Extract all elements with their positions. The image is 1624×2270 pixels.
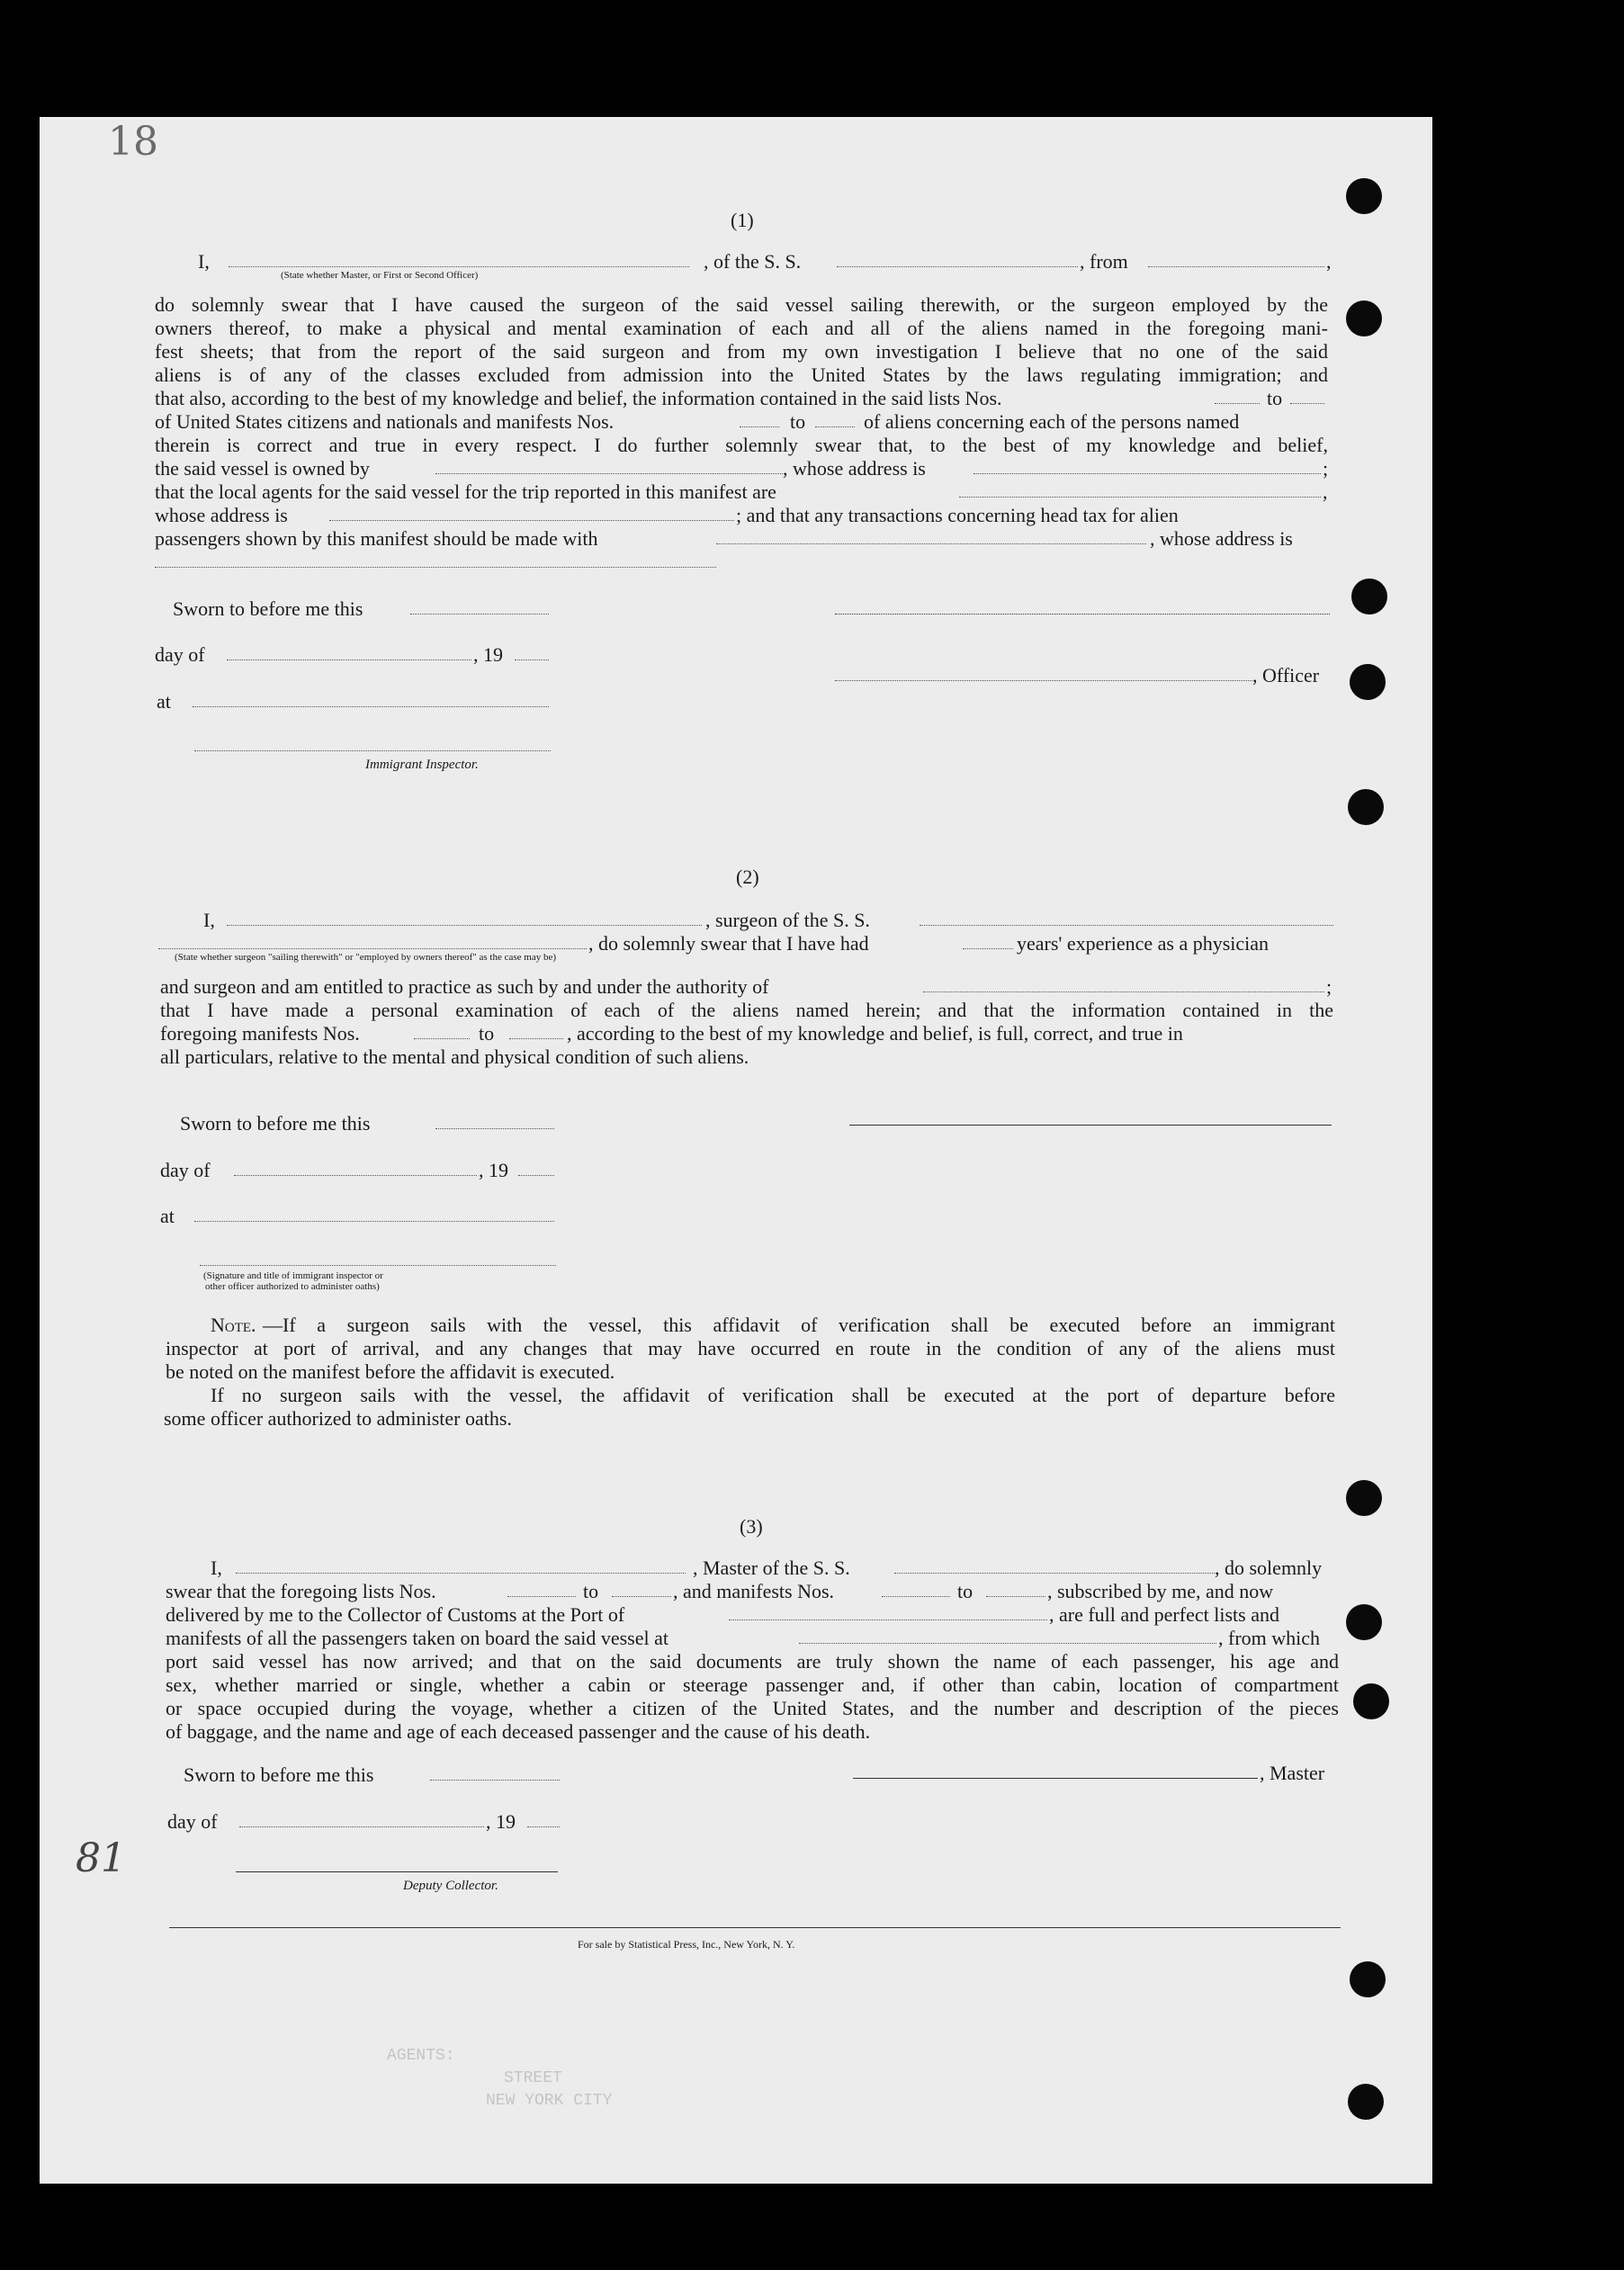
blank-vessel-name-2[interactable] xyxy=(920,925,1333,926)
footer-rule xyxy=(169,1927,1341,1928)
label-year: , 19 xyxy=(479,1159,508,1181)
section-1-heading: (1) xyxy=(731,209,754,231)
label-owned-by: the said vessel is owned by xyxy=(155,457,370,480)
punch-hole xyxy=(1346,178,1382,214)
inspector-signature-line[interactable] xyxy=(194,750,551,751)
note-label: Note. xyxy=(211,1314,256,1336)
label-whose-address: , whose address is xyxy=(783,457,926,480)
label-year: , 19 xyxy=(486,1810,516,1833)
signature-note: (Signature and title of immigrant inspector or xyxy=(203,1270,383,1281)
blank-agents-address[interactable] xyxy=(329,520,734,521)
blank-lists-to[interactable] xyxy=(612,1596,671,1597)
oath-text-line: aliens is of any of the classes excluded from admission into the United States by the laws regulating immigration; and xyxy=(155,363,1328,386)
comma: , xyxy=(1326,250,1332,273)
label-authority: and surgeon and am entitled to practice as such by and under the authority of xyxy=(160,975,769,998)
blank-surgeon-capacity[interactable] xyxy=(158,948,587,949)
label-from: , from xyxy=(1080,250,1128,273)
label-day-of: day of xyxy=(155,643,205,666)
blank-year[interactable] xyxy=(518,1175,554,1176)
label-subscribed: , subscribed by me, and now xyxy=(1047,1580,1274,1602)
label-whose-address-is: whose address is xyxy=(155,504,288,526)
blank-manifests-to[interactable] xyxy=(815,426,855,427)
label-manifests-nos: foregoing manifests Nos. xyxy=(160,1022,360,1045)
oath-text-line: or space occupied during the voyage, whether a citizen of the United States, and the number and description of the pieces xyxy=(166,1697,1339,1719)
deputy-signature-line[interactable] xyxy=(236,1871,558,1872)
label-solemnly: , do solemnly xyxy=(1215,1557,1323,1579)
blank-authority[interactable] xyxy=(923,991,1324,992)
handwritten-margin-number: 81 xyxy=(76,1835,126,1881)
label-of-ss: , of the S. S. xyxy=(704,250,802,273)
oath-text-line: that also, according to the best of my knowledge and belief, the information contained in the said lists Nos. xyxy=(155,387,1002,409)
label-i: I, xyxy=(198,250,210,273)
oath-text-line: therein is correct and true in every respect. I do further solemnly swear that, to the best of my knowledge and belief, xyxy=(155,434,1328,456)
label-master: , Master xyxy=(1260,1762,1325,1784)
signature-note: other officer authorized to administer oaths) xyxy=(205,1281,380,1292)
label-manifests-of: manifests of all the passengers taken on board the said vessel at xyxy=(166,1627,669,1649)
punch-hole xyxy=(1350,1961,1386,1997)
label-sworn: Sworn to before me this xyxy=(173,597,363,620)
note-text-line: —If a surgeon sails with the vessel, this affidavit of verification shall be executed before an immigrant xyxy=(263,1314,1335,1336)
blank-master-name[interactable] xyxy=(236,1573,686,1574)
label-surgeon-of: , surgeon of the S. S. xyxy=(705,909,870,931)
bleed-through-text: STREET xyxy=(504,2069,562,2087)
blank-manifest-from[interactable] xyxy=(414,1038,470,1039)
handwritten-page-number: 18 xyxy=(108,119,158,165)
label-year: , 19 xyxy=(473,643,503,666)
blank-head-tax-address[interactable] xyxy=(155,567,716,568)
note-text-line: be noted on the manifest before the affidavit is executed. xyxy=(166,1360,615,1383)
label-to: to xyxy=(479,1022,495,1045)
punch-hole xyxy=(1346,301,1382,336)
label-i: I, xyxy=(203,909,215,931)
oath-text-line: sex, whether married or single, whether a cabin or steerage passenger and, if other than cabin, location of compartment xyxy=(166,1673,1339,1696)
bleed-through-text: AGENTS: xyxy=(387,2047,455,2065)
blank-surgeon-name[interactable] xyxy=(227,925,702,926)
officer-signature-line[interactable] xyxy=(835,614,1330,615)
blank-manifests-from[interactable] xyxy=(740,426,779,427)
blank-day-of[interactable] xyxy=(227,659,471,660)
punch-hole xyxy=(1348,789,1384,825)
punch-hole xyxy=(1353,1683,1389,1719)
punch-hole xyxy=(1351,579,1387,615)
punch-hole xyxy=(1348,2084,1384,2120)
label-full-perfect: , are full and perfect lists and xyxy=(1049,1603,1279,1626)
blank-year[interactable] xyxy=(515,659,549,660)
label-delivered: delivered by me to the Collector of Customs at the Port of xyxy=(166,1603,625,1626)
label-day-of: day of xyxy=(167,1810,218,1833)
blank-years[interactable] xyxy=(963,948,1013,949)
blank-sworn-date[interactable] xyxy=(435,1128,554,1129)
label-and-manifests: , and manifests Nos. xyxy=(673,1580,835,1602)
blank-manifests-from[interactable] xyxy=(882,1596,950,1597)
punch-hole xyxy=(1346,1480,1382,1516)
blank-vessel-name[interactable] xyxy=(837,266,1078,267)
semicolon: ; xyxy=(1323,457,1329,480)
semicolon: ; xyxy=(1326,975,1332,998)
oath-text-line: owners thereof, to make a physical and mental examination of each and all of the aliens named in the foregoing mani- xyxy=(155,317,1328,339)
blank-manifest-to[interactable] xyxy=(509,1038,563,1039)
state-officer-note: (State whether Master, or First or Second Officer) xyxy=(281,270,479,281)
label-to: to xyxy=(790,410,806,433)
label-to: to xyxy=(583,1580,599,1602)
officer-title-line[interactable] xyxy=(835,680,1252,681)
oath-text-line: of aliens concerning each of the persons named xyxy=(864,410,1240,433)
note-text-line: inspector at port of arrival, and any changes that may have occurred en route in the condition of any of the aliens must xyxy=(166,1337,1335,1359)
blank-owner-address[interactable] xyxy=(974,473,1321,474)
label-whose-address-end: , whose address is xyxy=(1150,527,1293,550)
blank-lists-from[interactable] xyxy=(507,1596,576,1597)
oath-text-line: , do solemnly swear that I have had xyxy=(588,932,869,955)
deputy-collector-label: Deputy Collector. xyxy=(403,1879,498,1893)
note-text-line: If no surgeon sails with the vessel, the affidavit of verification shall be executed at the port of departure before xyxy=(211,1384,1335,1406)
label-to: to xyxy=(957,1580,974,1602)
label-from-which: , from which xyxy=(1218,1627,1321,1649)
note-text-line: some officer authorized to administer oaths. xyxy=(164,1407,512,1430)
blank-sworn-date[interactable] xyxy=(410,614,549,615)
blank-day-of[interactable] xyxy=(234,1175,477,1176)
oath-text-line: all particulars, relative to the mental and physical condition of such aliens. xyxy=(160,1045,749,1068)
label-at: at xyxy=(157,690,171,713)
oath-text-line: fest sheets; that from the report of the said surgeon and from my own investigation I believe that no one of the said xyxy=(155,340,1328,363)
oath-text-line: , according to the best of my knowledge and belief, is full, correct, and true in xyxy=(567,1022,1183,1045)
inspector-label: Immigrant Inspector. xyxy=(365,758,479,772)
blank-owner[interactable] xyxy=(435,473,783,474)
label-swear-lists: swear that the foregoing lists Nos. xyxy=(166,1580,436,1602)
blank-head-tax-party[interactable] xyxy=(716,543,1146,544)
punch-hole xyxy=(1346,1604,1382,1640)
label-years: years' experience as a physician xyxy=(1017,932,1270,955)
blank-lists-from[interactable] xyxy=(1215,403,1260,404)
blank-vessel-name-3[interactable] xyxy=(894,1573,1215,1574)
blank-year[interactable] xyxy=(527,1826,560,1827)
blank-local-agents[interactable] xyxy=(959,497,1321,498)
section-3-heading: (3) xyxy=(740,1515,763,1538)
blank-at-place[interactable] xyxy=(194,1221,554,1222)
oath-text-line: that I have made a personal examination of each of the aliens named herein; and that the information contained in the xyxy=(160,999,1333,1021)
label-passengers: passengers shown by this manifest should be made with xyxy=(155,527,598,550)
label-to: to xyxy=(1267,387,1283,409)
inspector-signature-line[interactable] xyxy=(200,1265,556,1266)
oath-text-line: of United States citizens and nationals and manifests Nos. xyxy=(155,410,615,433)
blank-day-of[interactable] xyxy=(239,1826,484,1827)
blank-manifests-to[interactable] xyxy=(986,1596,1045,1597)
label-master-of: , Master of the S. S. xyxy=(693,1557,850,1579)
label-sworn: Sworn to before me this xyxy=(184,1763,374,1786)
oath-text-line: do solemnly swear that I have caused the surgeon of the said vessel sailing therewith, or the surgeon employed by the xyxy=(155,293,1328,316)
label-local-agents: that the local agents for the said vessel for the trip reported in this manifest are xyxy=(155,480,776,503)
surgeon-capacity-note: (State whether surgeon "sailing therewith" or "employed by owners thereof" as the case may be) xyxy=(175,952,557,963)
comma: , xyxy=(1323,480,1328,503)
surgeon-signature-line[interactable] xyxy=(849,1125,1332,1126)
blank-officer-name[interactable] xyxy=(229,266,689,267)
blank-sworn-date[interactable] xyxy=(430,1780,560,1781)
punch-hole xyxy=(1350,664,1386,700)
blank-lists-to[interactable] xyxy=(1290,403,1324,404)
blank-from-port[interactable] xyxy=(1148,266,1324,267)
label-officer: , Officer xyxy=(1252,664,1320,686)
label-day-of: day of xyxy=(160,1159,211,1181)
oath-text-line: of baggage, and the name and age of each deceased passenger and the cause of his death. xyxy=(166,1720,871,1743)
blank-at-place[interactable] xyxy=(193,706,549,707)
master-signature-line[interactable] xyxy=(853,1778,1258,1779)
blank-embark-port[interactable] xyxy=(799,1643,1216,1644)
label-sworn: Sworn to before me this xyxy=(180,1112,371,1135)
label-at: at xyxy=(160,1205,175,1227)
section-2-heading: (2) xyxy=(736,866,759,888)
bleed-through-text: NEW YORK CITY xyxy=(486,2092,613,2110)
oath-text-line: port said vessel has now arrived; and that on the said documents are truly shown the name of each passenger, his age and xyxy=(166,1650,1339,1673)
label-i: I, xyxy=(211,1557,222,1579)
oath-text-line: ; and that any transactions concerning head tax for alien xyxy=(736,504,1179,526)
printer-imprint: For sale by Statistical Press, Inc., New York, N. Y. xyxy=(578,1938,795,1951)
